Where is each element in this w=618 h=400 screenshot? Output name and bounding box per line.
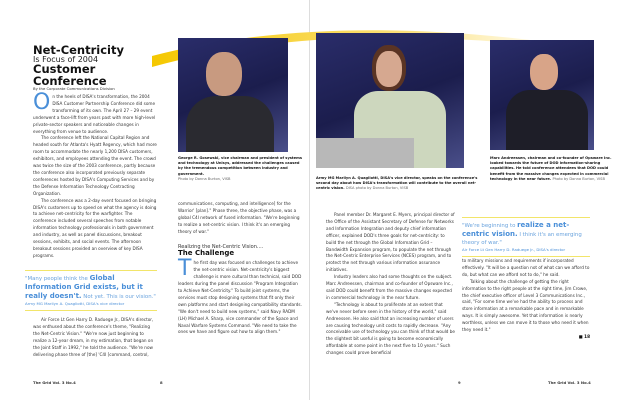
page-number: 9 bbox=[458, 380, 461, 385]
article-title: Net-Centricity bbox=[33, 43, 124, 57]
photo-credit: DISA photo by Donna Burton, VISB bbox=[345, 186, 409, 191]
subhead: The Challenge bbox=[178, 249, 235, 258]
paragraph: to military missions and requirements if incorporated effectively. "It will be a question not of what can we afford to do, but what can we afford not to do," he said. bbox=[462, 258, 590, 277]
caption-text: Army MG Marilyn A. Quagliotti, DISA's vice director, speaks on the conference's second day about how DISA's transformation will contribute to the overall net-centric vision. bbox=[316, 176, 478, 191]
quote-attribution: Army MG Marilyn A. Quagliotti, DISA's vice director bbox=[25, 301, 125, 306]
article-title-sub: Is Focus of 2004 bbox=[33, 55, 99, 64]
caption-text: Marc Andreessen, chairman and co-founder of Opsware Inc. looked towards the future of DOD information-sharing capabilities. He told conference attendees that DOD could benefit from the massive changes expected in commercial technology in the near future. bbox=[490, 156, 612, 181]
column-3 bbox=[326, 212, 456, 357]
paragraph: The conference was a 2-day event focused on bringing DISA's customers up to speed on what the agency is doing to achieve net-centricity for the warfighter. The conference included several speeches from notable information technology professionals in both government and industry, as well as panel discussions, breakout sessions, exhibits, and social events. The afternoon breakout sessions provided an overview of key DISA programs. bbox=[33, 197, 157, 258]
quote-attribution: Air Force Lt Gen Harry D. Raduege Jr., DISA's director bbox=[462, 247, 566, 252]
byline: By the Corporate Communications Division bbox=[33, 86, 115, 91]
paragraph: "Technology is about to proliferate at an extent that we've never before seen in the history of the world," said Andreessen. He also said that an increasing number of users are causing technology unit costs to rapidly decrease. "Any conceivable use of technology you can think of that would be the slightest bit useful is going to become economically affordable at some point in the next five to 10 years." Such changes could prove beneficial bbox=[326, 301, 456, 356]
photo-caption bbox=[490, 156, 612, 182]
paragraph: Air Force Lt Gen Harry D. Raduege Jr., DISA's director, was enthused about the conference's theme, "Realizing the Net-Centric Vision." "We're now just beginning to realize a 12-year dream, in my estimation, that began on the Joint Staff in 1992," he told the audience. "We're now delivering phase three of [the] 'C4I [command, control, bbox=[33, 317, 154, 357]
paragraph: Panel member Dr. Margaret E. Myers, principal director of the Office of the Assistant Secretary of Defense for Networks and Information Integration and deputy chief information officer, explained DOD's three goals for net-centricity: to build the net through the Global Information Grid – Bandwidth Expansion program, to populate the net through the Net-Centric Enterprise Services (NCES) program, and to protect the net through various information assurance initiatives. bbox=[326, 212, 455, 273]
quote-highlight: Global Information Grid exists, but it really doesn't. bbox=[25, 274, 143, 300]
paragraph: Talking about the challenge of getting the right information to the right people at the right time, Jim Crowe, the chief executive officer of Level 3 Communications Inc., said, "For some time we've had the ability to process and store information at a remarkable pace and in remarkable ways. It is simply awesome. Yet that information is nearly worthless, unless we can move it to those who need it when they need it." bbox=[462, 278, 589, 333]
column-1 bbox=[33, 90, 157, 260]
column-4 bbox=[462, 258, 590, 341]
paragraph: he first day was focused on challenges to achieve the net-centric vision. Net-centricity's biggest challenge is more cultural than technical, said DOD leaders during the panel discussion "Program Integration to Achieve Net-Centricity." To build joint systems, the services must stop designing systems that fit only their own platforms and start designing compatibility standards. "We don't need to build new systems," said Navy RADM (LH) Michael A. Sharp, vice commander of the Space and Naval Warfare Systems Command. "We need to take the ones we have and figure out how to align them." bbox=[178, 260, 302, 335]
photo-andreessen bbox=[490, 40, 594, 150]
pull-quote bbox=[25, 270, 157, 311]
photo-credit: Photo by Donna Burton, VISB bbox=[552, 176, 605, 181]
paragraph: The conference left the National Capital Region and headed south for Atlanta's Hyatt Regency, which had more room to accommodate the nearly 1,200 DISA customers, exhibitors, and employees attending the event. The crowd was twice the size of the 2003 conference, partly because the conference also incorporated previously separate conferences hosted by DISA's Computing Services and by the Defense Information Technology Contracting Organization. bbox=[33, 135, 157, 196]
page-number: 8 bbox=[160, 380, 163, 385]
photo-gosewski bbox=[178, 38, 288, 152]
footer-publication: The Grid Vol. 3 No.4 bbox=[548, 380, 591, 385]
paragraph: n the heels of DISA's transformation, the 2004 DISA Customer Partnership Conference did some transforming of its own. The April 27 – 29 event underwent a face-lift from years past with more high-level private-sector speakers and noticeable changes in everything from venue to audience. bbox=[33, 94, 156, 134]
subhead-kicker: Realizing the Net-Centric Vision.... bbox=[178, 243, 264, 250]
photo-credit: Photo by Donna Burton, VISB bbox=[178, 176, 231, 181]
quote-text: "We're beginning to bbox=[462, 223, 518, 229]
quote-highlight: realize a net-centric vision. bbox=[462, 221, 570, 238]
caption-text: George R. Gosewski, vice chairman and president of systems and technology at Unisys, addressed the challenges caused by the tremendous competition between industry and government. bbox=[178, 156, 302, 176]
end-mark: ■ 18 bbox=[578, 333, 590, 339]
quote-text: "Many people think the bbox=[25, 276, 90, 282]
column-1-continued bbox=[33, 317, 157, 358]
column-2 bbox=[178, 201, 302, 336]
photo-quagliotti bbox=[316, 33, 464, 168]
article-title-main: Customer Conference bbox=[33, 62, 107, 88]
drop-cap: T bbox=[178, 256, 192, 282]
pull-quote bbox=[462, 217, 590, 257]
quote-text: I think it's an emerging theory of war." bbox=[462, 232, 582, 246]
footer-publication: The Grid Vol. 3 No.4 bbox=[33, 380, 76, 385]
drop-cap: O bbox=[33, 90, 51, 115]
paragraph: Industry leaders also had some thoughts on the subject. Marc Andreessen, chairman and co-founder of Opsware Inc., said DOD could benefit from the massive changes expected in commercial technology in the near future. bbox=[326, 274, 453, 300]
photo-caption bbox=[316, 176, 484, 192]
paragraph: communications, computing, and intelligence] for the Warrior' [plan]." Phase three, the objective phase, was a global C4I network of fused information. "We're beginning to realize a net-centric vision. I think it's an emerging theory of war." bbox=[178, 201, 300, 234]
quote-text: Not yet. This is our vision." bbox=[81, 294, 156, 300]
photo-caption bbox=[178, 156, 303, 182]
